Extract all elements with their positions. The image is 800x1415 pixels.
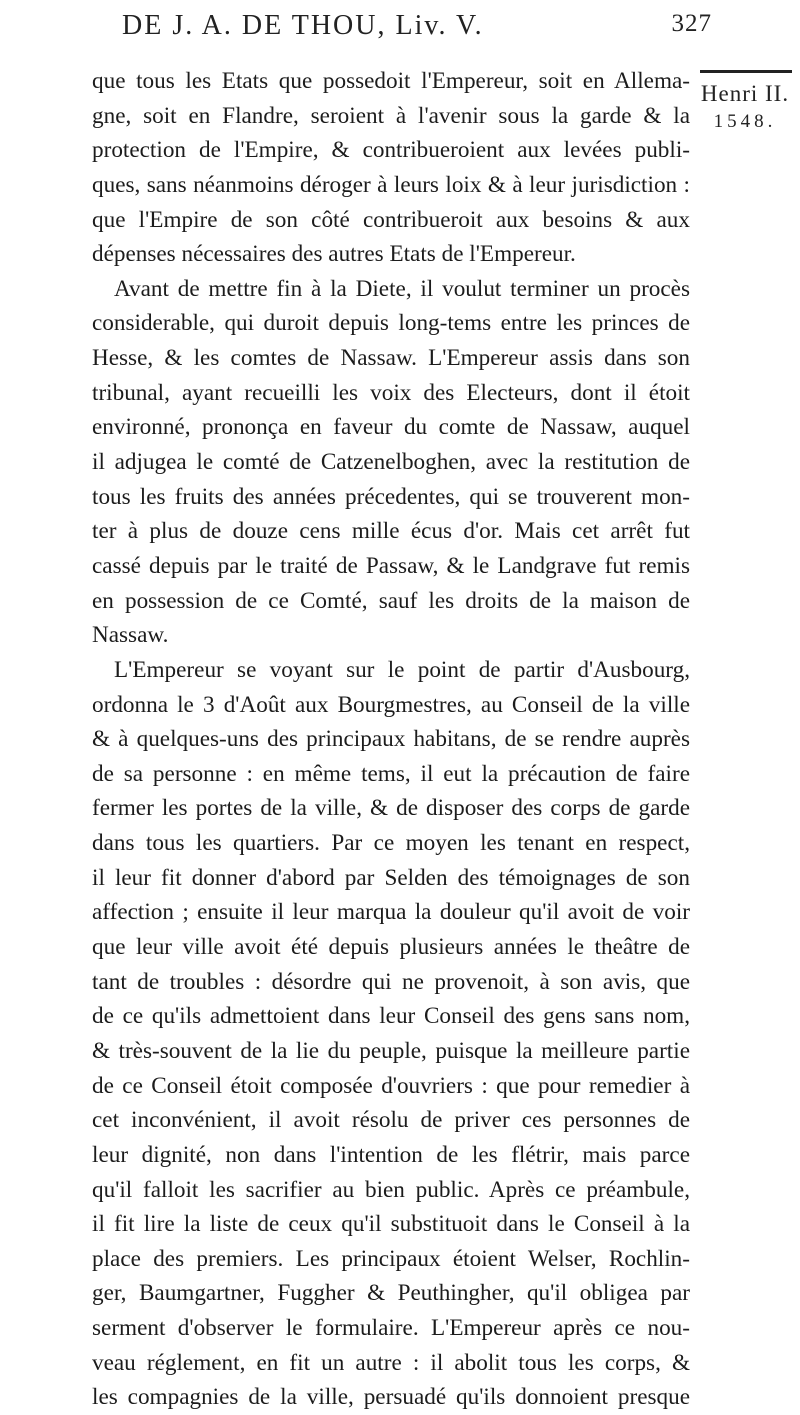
text-line: considerable, qui duroit depuis long-tems entre les princes de	[92, 310, 690, 337]
text-line: de ce qu'ils admettoient dans leur Conseil des gens sans nom,	[92, 1003, 690, 1030]
text-line: & très-souvent de la lie du peuple, puisque la meilleure partie	[92, 1037, 690, 1064]
text-line: ques, sans néanmoins déroger à leurs loix & à leur jurisdiction :	[92, 171, 690, 198]
text-line: ter à plus de douze cens mille écus d'or. Mais cet arrêt fut	[92, 518, 690, 545]
text-line: cet inconvénient, il avoit résolu de priver ces personnes de	[92, 1107, 690, 1134]
text-line: dans tous les quartiers. Par ce moyen les tenant en respect,	[92, 830, 690, 857]
text-line: qu'il falloit les sacrifier au bien public. Après ce préambule,	[92, 1176, 690, 1203]
body-text	[92, 64, 690, 1415]
text-line: Avant de mettre fin à la Diete, il voulut terminer un procès	[114, 275, 690, 302]
text-line: de ce Conseil étoit composée d'ouvriers : que pour remedier à	[92, 1072, 690, 1099]
text-line: tous les fruits des années précedentes, qui se trouverent mon-	[92, 483, 690, 510]
text-line: en possession de ce Comté, sauf les droits de la maison de	[92, 587, 690, 614]
margin-rule	[700, 70, 792, 73]
text-line: Hesse, & les comtes de Nassaw. L'Empereur assis dans son	[92, 345, 690, 372]
text-line: de sa personne : en même tems, il eut la précaution de faire	[92, 760, 690, 787]
text-line: protection de l'Empire, & contribueroient aux levées publi-	[92, 137, 690, 164]
text-line: leur dignité, non dans l'intention de les flétrir, mais parce	[92, 1141, 690, 1168]
text-line: Nassaw.	[92, 622, 169, 649]
text-line: ordonna le 3 d'Août aux Bourgmestres, au Conseil de la ville	[92, 691, 690, 718]
text-line: il adjugea le comté de Catzenelboghen, avec la restitution de	[92, 449, 690, 476]
text-line: que leur ville avoit été depuis plusieurs années le theâtre de	[92, 934, 690, 961]
text-line: tant de troubles : désordre qui ne provenoit, à son avis, que	[92, 968, 690, 995]
running-head	[122, 10, 712, 50]
text-line: L'Empereur se voyant sur le point de partir d'Ausbourg,	[114, 656, 690, 683]
text-line: ger, Baumgartner, Fuggher & Peuthingher, qu'il obligea par	[92, 1280, 690, 1307]
text-line: & à quelques-uns des principaux habitans, de se rendre auprès	[92, 726, 690, 753]
margin-note-year: 1548.	[713, 111, 777, 132]
margin-note-name: Henri II.	[700, 81, 790, 106]
page-number: 327	[671, 10, 712, 37]
text-line: cassé depuis par le traité de Passaw, & le Landgrave fut remis	[92, 552, 690, 579]
text-line: dépenses nécessaires des autres Etats de l'Empereur.	[92, 241, 576, 268]
margin-note	[690, 80, 800, 136]
text-line: tribunal, ayant recueilli les voix des Electeurs, dont il étoit	[92, 379, 690, 406]
text-line: que tous les Etats que possedoit l'Empereur, soit en Allema-	[92, 68, 690, 94]
text-line: gne, soit en Flandre, seroient à l'avenir sous la garde & la	[92, 102, 690, 129]
text-line: il leur fit donner d'abord par Selden des témoignages de son	[92, 864, 690, 891]
text-line: il fit lire la liste de ceux qu'il substituoit dans le Conseil à la	[92, 1211, 690, 1238]
text-line: place des premiers. Les principaux étoient Welser, Rochlin-	[92, 1245, 690, 1272]
text-line: les compagnies de la ville, persuadé qu'ils donnoient presque	[92, 1384, 690, 1411]
text-line: serment d'observer le formulaire. L'Empereur après ce nou-	[92, 1315, 690, 1342]
text-line: veau réglement, en fit un autre : il abolit tous les corps, &	[92, 1349, 690, 1376]
text-line: fermer les portes de la ville, & de disposer des corps de garde	[92, 795, 690, 822]
text-line: que l'Empire de son côté contribueroit aux besoins & aux	[92, 206, 690, 233]
running-head-title: DE J. A. DE THOU, Liv. V.	[122, 10, 484, 41]
text-line: affection ; ensuite il leur marqua la douleur qu'il avoit de voir	[92, 899, 690, 926]
text-line: environné, prononça en faveur du comte de Nassaw, auquel	[92, 414, 690, 441]
